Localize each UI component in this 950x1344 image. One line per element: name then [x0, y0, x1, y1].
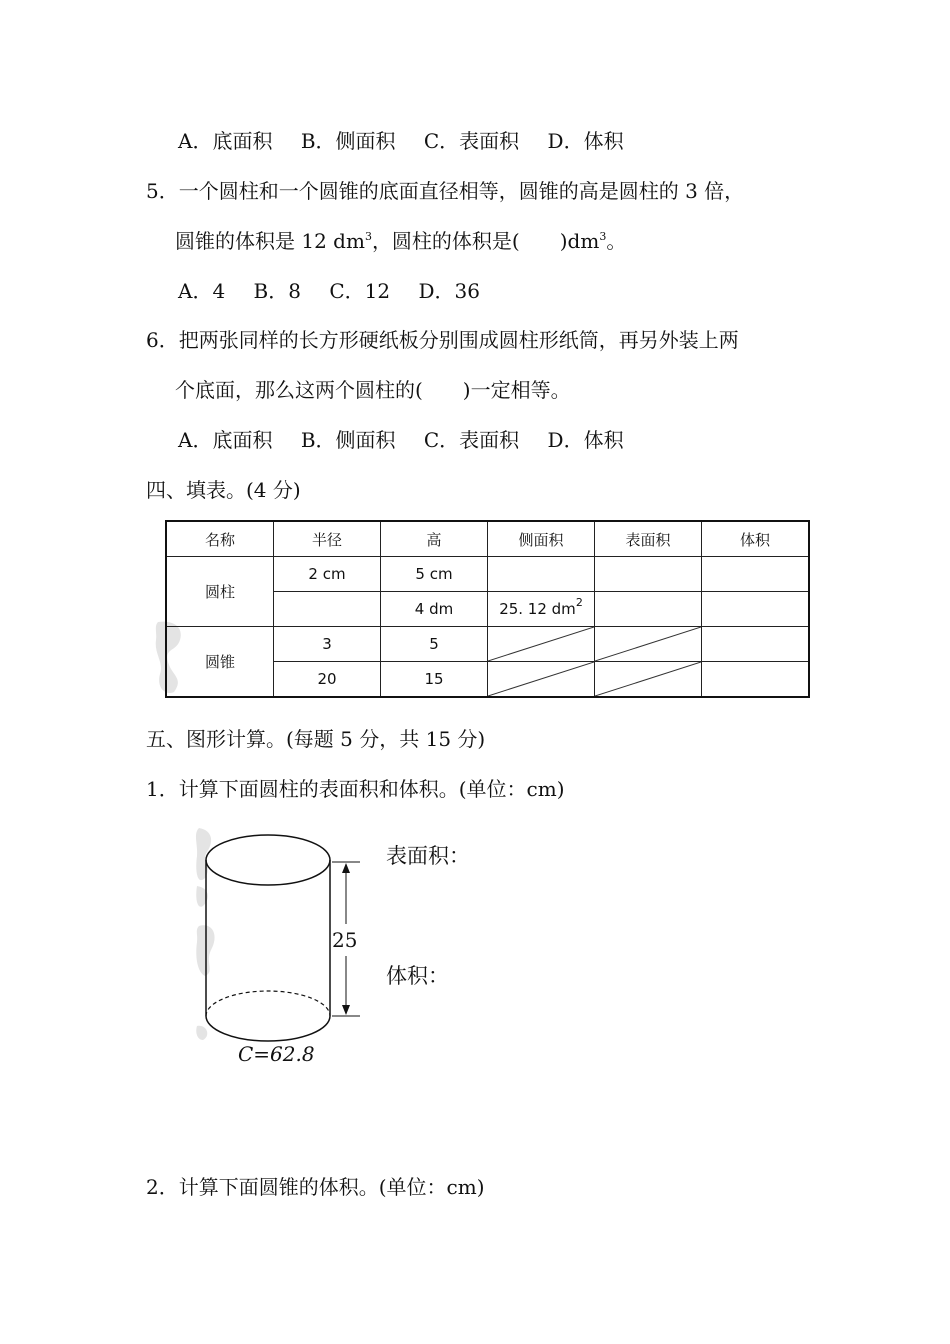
- header-radius: 半径: [274, 521, 381, 557]
- q5-text1: 一个圆柱和一个圆锥的底面直径相等，圆锥的高是圆柱的 3 倍，: [178, 179, 745, 203]
- q5-option-b: B．8: [253, 279, 301, 303]
- lateral-area-sup: 2: [575, 596, 583, 609]
- cylinder-circumference-label: C=62.8: [238, 1042, 315, 1066]
- q6-option-b: B．侧面积: [300, 428, 396, 452]
- q5-options: [178, 278, 480, 304]
- table-cell-crossed: [595, 662, 702, 698]
- q5-number: 5．: [146, 179, 179, 203]
- table-cell-crossed: [488, 627, 595, 662]
- diagonal-line: [595, 627, 701, 661]
- q6-option-d: D．体积: [547, 428, 624, 452]
- table-cell-blank: [702, 627, 810, 662]
- diagonal-line: [488, 662, 594, 696]
- table-cell-blank: [702, 592, 810, 627]
- q6-line2: 个底面，那么这两个圆柱的( )一定相等。: [175, 378, 571, 402]
- table-cell: 20: [274, 662, 381, 698]
- q5-option-d: D．36: [418, 279, 480, 303]
- table-cell: 4 dm: [381, 592, 488, 627]
- table-cell-crossed: [595, 627, 702, 662]
- q5-option-c: C．12: [329, 279, 391, 303]
- q6-text1: 把两张同样的长方形硬纸板分别围成圆柱形纸筒，再另外装上两: [178, 328, 739, 352]
- q5-sup2: 3: [599, 230, 607, 243]
- table-cell: 2 cm: [274, 557, 381, 592]
- diagonal-line: [595, 662, 701, 696]
- q5-option-a: A．4: [178, 279, 226, 303]
- q6-options: [178, 427, 624, 453]
- diagonal-line: [488, 627, 594, 661]
- q5-line2: [175, 228, 626, 254]
- table-cell-blank: [702, 662, 810, 698]
- section5-title: 五、图形计算。(每题 5 分，共 15 分): [146, 727, 486, 751]
- table-cell: 5: [381, 627, 488, 662]
- table-cell: 5 cm: [381, 557, 488, 592]
- q5-text2a: 圆锥的体积是 12 dm: [175, 229, 365, 253]
- q4-option-b: B．侧面积: [300, 129, 396, 153]
- table-cell: 15: [381, 662, 488, 698]
- table-row: [166, 557, 809, 592]
- volume-label: 体积：: [386, 964, 449, 988]
- p1-text: 1．计算下面圆柱的表面积和体积。(单位：cm): [146, 777, 565, 801]
- q6-line1: [146, 327, 739, 353]
- q5-text2b: ，圆柱的体积是( )dm: [371, 229, 600, 253]
- surface-area-label: 表面积：: [386, 844, 470, 868]
- q6-option-a: A．底面积: [178, 428, 273, 452]
- cylinder-height-label: 25: [332, 928, 358, 952]
- q4-options: [178, 128, 624, 154]
- lateral-area-value: 25. 12 dm: [499, 600, 576, 618]
- header-height: 高: [381, 521, 488, 557]
- cone-label: 圆锥: [166, 627, 274, 698]
- table-cell: 3: [274, 627, 381, 662]
- table-cell-crossed: [488, 662, 595, 698]
- table-cell-blank: [488, 557, 595, 592]
- table-cell-blank: [595, 557, 702, 592]
- table-cell-lateral: [488, 592, 595, 627]
- header-surface-area: 表面积: [595, 521, 702, 557]
- p2-text: 2．计算下面圆锥的体积。(单位：cm): [146, 1175, 485, 1199]
- fill-table: [165, 520, 810, 698]
- header-name: 名称: [166, 521, 274, 557]
- section4-title: 四、填表。(4 分): [146, 478, 301, 502]
- cylinder-label: 圆柱: [166, 557, 274, 627]
- header-lateral-area: 侧面积: [488, 521, 595, 557]
- q4-option-a: A．底面积: [178, 129, 273, 153]
- q4-option-d: D．体积: [547, 129, 624, 153]
- table-row: [166, 627, 809, 662]
- q5-line1: [146, 178, 744, 204]
- table-cell-blank: [595, 592, 702, 627]
- q5-text2c: 。: [606, 229, 627, 253]
- table-cell-blank: [702, 557, 810, 592]
- table-cell-blank: [274, 592, 381, 627]
- q6-number: 6．: [146, 328, 179, 352]
- q5-sup1: 3: [364, 230, 372, 243]
- table-header-row: [166, 521, 809, 557]
- q6-option-c: C．表面积: [423, 428, 520, 452]
- header-volume: 体积: [702, 521, 810, 557]
- q4-option-c: C．表面积: [423, 129, 520, 153]
